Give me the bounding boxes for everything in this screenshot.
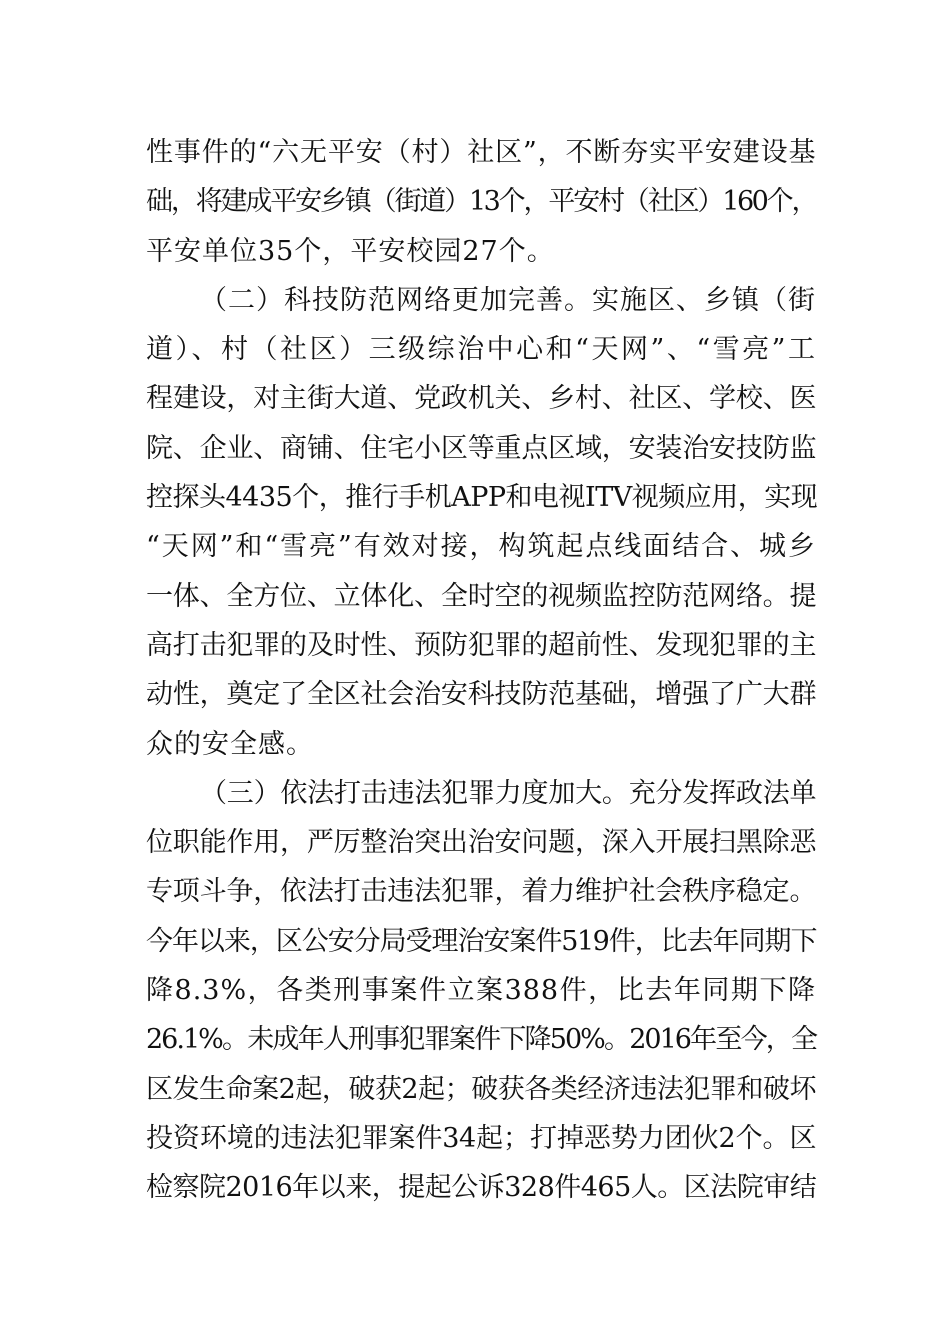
text-line: “天网”和“雪亮”有效对接，构筑起点线面结合、城乡 (146, 531, 816, 563)
text-line: 众的安全感。 (146, 728, 314, 760)
text-line: 性事件的“六无平安（村）社区”，不断夯实平安建设基 (146, 137, 816, 168)
text-line: 位职能作用，严厉整治突出治安问题，深入开展扫黑除恶 (146, 827, 816, 859)
text-line: 降8.3%，各类刑事案件立案388件，比去年同期下降 (146, 975, 816, 1007)
text-line: 检察院2016年以来，提起公诉328件465人。区法院审结 (146, 1172, 817, 1204)
text-line: 高打击犯罪的及时性、预防犯罪的超前性、发现犯罪的主 (146, 629, 816, 661)
text-line: 道）、村（社区）三级综治中心和“天网”、“雪亮”工 (146, 334, 816, 366)
text-line: 今年以来，区公安分局受理治安案件519件，比去年同期下 (146, 925, 816, 957)
body-text (146, 128, 816, 1213)
text-line: 专项斗争，依法打击违法犯罪，着力维护社会秩序稳定。 (146, 876, 816, 908)
text-line: 院、企业、商铺、住宅小区等重点区域，安装治安技防监 (146, 432, 816, 464)
text-line: 控探头4435个，推行手机APP和电视ITV视频应用，实现 (146, 482, 818, 514)
section-heading-line: （三）依法打击违法犯罪力度加大。充分发挥政法单 (200, 777, 816, 809)
text-line: 础，将建成平安乡镇（街道）13个，平安村（社区）160个， (146, 186, 816, 218)
text-line: 一体、全方位、立体化、全时空的视频监控防范网络。提 (146, 580, 816, 612)
text-line: 平安单位35个，平安校园27个。 (146, 235, 555, 267)
section-heading-line: （二）科技防范网络更加完善。实施区、乡镇（街 (200, 284, 816, 316)
text-line: 程建设，对主街大道、党政机关、乡村、社区、学校、医 (146, 383, 816, 415)
text-line: 26.1%。未成年人刑事犯罪案件下降50%。2016年至今，全 (146, 1024, 816, 1056)
text-line: 区发生命案2起，破获2起；破获各类经济违法犯罪和破坏 (146, 1073, 816, 1105)
text-line: 投资环境的违法犯罪案件34起；打掉恶势力团伙2个。区 (146, 1122, 816, 1154)
text-line: 动性，奠定了全区社会治安科技防范基础，增强了广大群 (146, 679, 816, 711)
